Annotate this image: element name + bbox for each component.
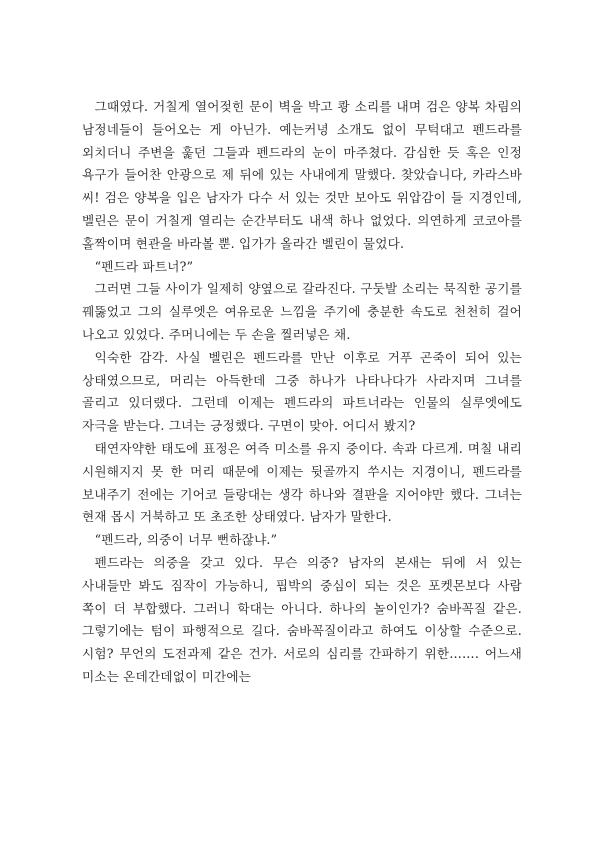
paragraph: 그때였다. 거칠게 열어젖힌 문이 벽을 박고 쾅 소리를 내며 검은 양복 차림의 남정네들이 들어오는 게 아닌가. 예는커녕 소개도 없이 무턱대고 펜드라를 외치더니 주변을 훑던 그들과 펜드라의 눈이 마주쳤다. 감심한 듯 혹은 인정 욕구가 들어찬 안광으로 제 뒤에 있는 사내에게 말했다. 찾았습니다, 카라스바 씨! 검은 양복을 입은 남자가 다수 서 있는 것만 보아도 위압감이 들 지경인데, 벨린은 문이 거칠게 열리는 순간부터도 내색 하나 없었다. 의연하게 코코아를 홀짝이며 현관을 바라볼 뿐. 입가가 올라간 벨린이 물었다. — [82, 99, 522, 251]
paragraph: 펜드라는 의중을 갖고 있다. 무슨 의중? 남자의 본새는 뒤에 서 있는 사내들만 봐도 짐작이 가능하니, 핍박의 중심이 되는 것은 포켓몬보다 사람 쪽이 더 부합했다. 그러니 학대는 아니다. 하나의 놀이인가? 숨바꼭질 같은. 그렇기에는 텀이 파행적으로 길다. 숨바꼭질이라고 하여도 이상할 수준으로. 시험? 무언의 도전과제 같은 건가. 서로의 심리를 간파하기 위한……. 어느새 미소는 온데간데없이 미간에는 — [82, 554, 522, 684]
paragraph: 태연자약한 태도에 표정은 여즉 미소를 유지 중이다. 속과 다르게. 며칠 내리 시원해지지 못 한 머리 때문에 이제는 뒷골까지 쑤시는 지경이니, 펜드라를 보내주기 전에는 기어코 들랑대는 생각 하나와 결판을 지어야만 했다. 그녀는 현재 몹시 거북하고 또 초조한 상태였다. 남자가 말한다. — [82, 440, 522, 525]
document-body — [82, 96, 522, 689]
paragraph: 그러면 그들 사이가 일제히 양옆으로 갈라진다. 구둣발 소리는 묵직한 공기를 꿰뚫었고 그의 실루엣은 여유로운 느낌을 주기에 충분한 속도로 천천히 걸어 나오고 있었다. 주머니에는 두 손을 찔러넣은 채. — [82, 281, 522, 342]
paragraph: 익숙한 감각. 사실 벨린은 펜드라를 만난 이후로 거푸 곤죽이 되어 있는 상태였으므로, 머리는 아득한데 그중 하나가 나타나다가 사라지며 그녀를 골리고 있더랬다. 그런데 이제는 펜드라의 파트너라는 인물의 실루엣에도 자극을 받는다. 그녀는 긍정했다. 구면이 맞아. 어디서 봤지? — [82, 349, 522, 434]
dialogue-line: “펜드라, 의중이 너무 뻔하잖냐.” — [94, 532, 278, 548]
dialogue-line: “펜드라 파트너?” — [94, 258, 194, 274]
